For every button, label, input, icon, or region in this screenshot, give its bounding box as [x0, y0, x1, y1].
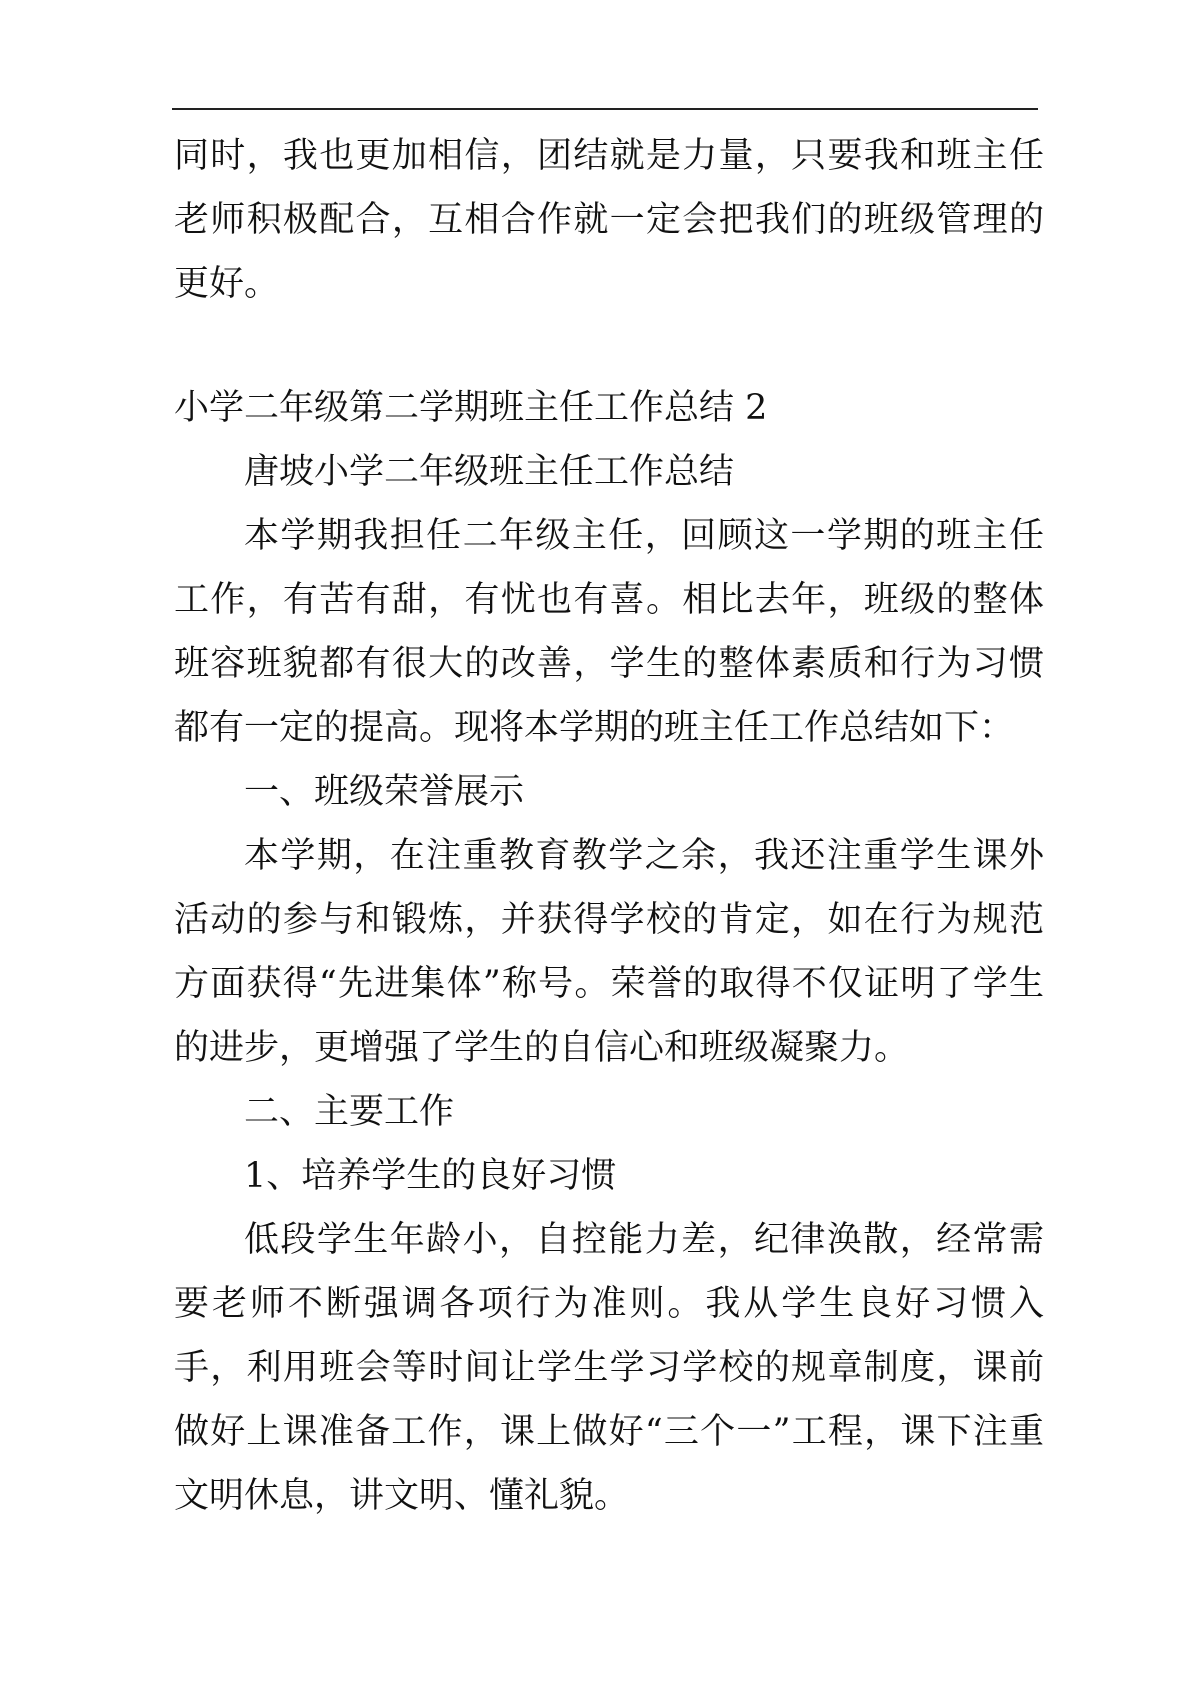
heading-class-honors: 一、班级荣誉展示 [244, 772, 525, 812]
paragraph-class-honors: 本学期，在注重教育教学之余，我还注重学生课外活动的参与和锻炼，并获得学校的肯定，如在行为规范方面获得“先进集体”称号。荣誉的取得不仅证明了学生的进步，更增强了学生的自信心和班级凝聚力。 [174, 836, 1044, 1068]
paragraph-intro: 本学期我担任二年级主任，回顾这一学期的班主任工作，有苦有甜，有忧也有喜。相比去年，班级的整体班容班貌都有很大的改善，学生的整体素质和行为习惯都有一定的提高。现将本学期的班主任工作总结如下： [174, 516, 1044, 748]
document-body [174, 124, 1044, 1528]
header-rule [172, 108, 1038, 110]
section-spacer [174, 316, 1044, 376]
document-title: 唐坡小学二年级班主任工作总结 [244, 452, 735, 492]
subheading-good-habits: 1、培养学生的良好习惯 [244, 1156, 617, 1196]
paragraph-closing-previous: 同时，我也更加相信，团结就是力量，只要我和班主任老师积极配合，互相合作就一定会把我们的班级管理的更好。 [174, 136, 1044, 304]
heading-main-work: 二、主要工作 [244, 1092, 455, 1132]
section-title: 小学二年级第二学期班主任工作总结 2 [174, 388, 768, 428]
paragraph-good-habits: 低段学生年龄小，自控能力差，纪律涣散，经常需要老师不断强调各项行为准则。我从学生良好习惯入手，利用班会等时间让学生学习学校的规章制度，课前做好上课准备工作，课上做好“三个一”工程，课下注重文明休息，讲文明、懂礼貌。 [174, 1220, 1044, 1516]
